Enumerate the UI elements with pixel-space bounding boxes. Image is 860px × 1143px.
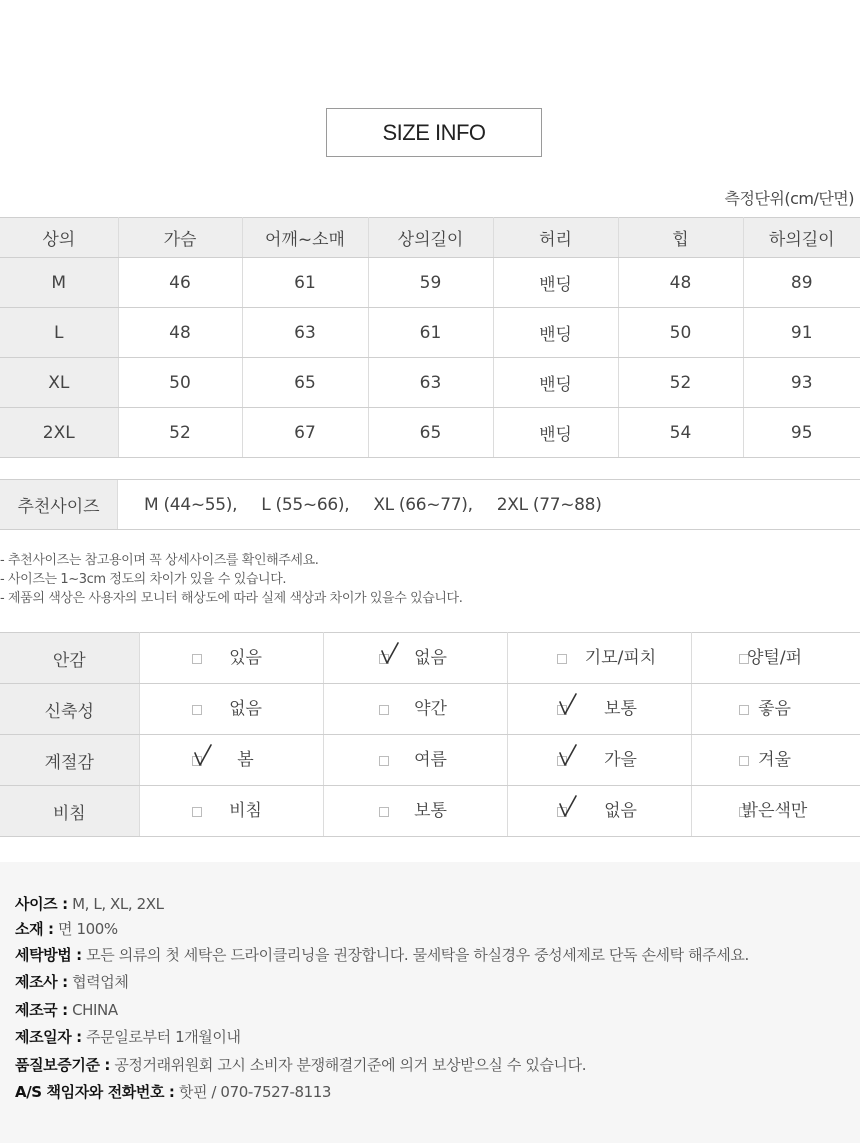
- feature-label: 비침: [0, 786, 139, 837]
- size-value-cell: 63: [368, 358, 493, 408]
- info-as-contact: [15, 1081, 331, 1102]
- size-notes: [0, 551, 462, 608]
- header-cell: 하의길이: [743, 218, 860, 258]
- recommended-size-value: L (55~66),: [261, 494, 350, 515]
- feature-option-label: 없음: [604, 801, 637, 821]
- checkmark-icon: [193, 743, 213, 767]
- recommended-size-value: XL (66~77),: [373, 494, 473, 515]
- recommended-size-row: [0, 479, 860, 530]
- feature-option: [140, 735, 323, 785]
- feature-option: [508, 786, 691, 836]
- size-table-header: [0, 218, 860, 258]
- size-value-cell: 65: [242, 358, 368, 408]
- checkbox: [379, 807, 389, 817]
- checkmark-icon: [558, 743, 578, 767]
- feature-option-label: 봄: [237, 750, 254, 770]
- note-line: - 사이즈는 1~3cm 정도의 차이가 있을 수 있습니다.: [0, 572, 287, 587]
- size-value-cell: 50: [118, 358, 242, 408]
- feature-option: [692, 684, 860, 734]
- feature-option-cell: [139, 786, 323, 837]
- info-label: 품질보증기준 :: [15, 1056, 110, 1074]
- size-row: [0, 358, 860, 408]
- size-value-cell: 59: [368, 258, 493, 308]
- checkbox: [192, 654, 202, 664]
- recommended-size-value: M (44~55),: [144, 494, 238, 515]
- size-value-cell: 67: [242, 408, 368, 458]
- feature-option-label: 약간: [414, 699, 447, 719]
- feature-option-cell: [139, 684, 323, 735]
- info-manufacturer: [15, 971, 128, 992]
- size-value-cell: 50: [618, 308, 743, 358]
- size-value-cell: 46: [118, 258, 242, 308]
- size-table: [0, 217, 860, 458]
- recommended-size-value: 2XL (77~88): [496, 494, 602, 515]
- feature-option-label: 보통: [414, 801, 447, 821]
- info-value: CHINA: [72, 1001, 118, 1019]
- checkmark-icon: [558, 692, 578, 716]
- feature-option: [692, 735, 860, 785]
- info-country: [15, 999, 118, 1020]
- size-value-cell: 52: [118, 408, 242, 458]
- measurement-unit-label: 측정단위(cm/단면): [724, 189, 854, 208]
- info-value: 면 100%: [57, 920, 118, 938]
- feature-option: [324, 786, 507, 836]
- feature-label: 신축성: [0, 684, 139, 735]
- feature-option-label: 보통: [604, 699, 637, 719]
- info-label: 제조사 :: [15, 973, 68, 991]
- size-row: [0, 308, 860, 358]
- feature-option: [692, 786, 860, 836]
- checkbox: [192, 807, 202, 817]
- feature-option-label: 없음: [229, 699, 262, 719]
- header-cell: 가슴: [118, 218, 242, 258]
- info-manufacture-date: [15, 1026, 241, 1047]
- feature-option-cell: [139, 735, 323, 786]
- size-value-cell: 밴딩: [493, 408, 618, 458]
- checkbox: [379, 705, 389, 715]
- header-cell: 허리: [493, 218, 618, 258]
- checkmark-icon: [558, 794, 578, 818]
- size-label-cell: XL: [0, 358, 118, 408]
- size-value-cell: 95: [743, 408, 860, 458]
- info-label: 소재 :: [15, 920, 54, 938]
- feature-option-cell: [323, 786, 507, 837]
- recommended-size-values: [118, 480, 602, 529]
- feature-option: [140, 786, 323, 836]
- size-value-cell: 48: [618, 258, 743, 308]
- size-value-cell: 61: [242, 258, 368, 308]
- checkbox: [739, 756, 749, 766]
- feature-option-label: 양털/퍼: [747, 648, 802, 668]
- size-value-cell: 63: [242, 308, 368, 358]
- checkbox: [379, 756, 389, 766]
- feature-option: [324, 633, 507, 683]
- feature-option-cell: [323, 633, 507, 684]
- feature-option-cell: [139, 633, 323, 684]
- feature-option: [140, 684, 323, 734]
- feature-table: [0, 632, 860, 837]
- info-label: 사이즈 :: [15, 895, 68, 913]
- info-material: [15, 918, 118, 939]
- feature-label: 계절감: [0, 735, 139, 786]
- note-line: - 제품의 색상은 사용자의 모니터 해상도에 따라 실제 색상과 차이가 있을수 있습니다.: [0, 591, 463, 606]
- feature-option: [140, 633, 323, 683]
- feature-option-cell: [691, 786, 860, 837]
- size-info-title: SIZE INFO: [326, 108, 542, 157]
- info-label: 제조일자 :: [15, 1028, 82, 1046]
- info-washing: [15, 944, 749, 965]
- feature-option: [324, 735, 507, 785]
- info-value: 핫핀 / 070-7527-8113: [178, 1083, 332, 1101]
- size-value-cell: 89: [743, 258, 860, 308]
- info-value: 협력업체: [72, 973, 129, 991]
- feature-option-label: 없음: [414, 648, 447, 668]
- size-label-cell: M: [0, 258, 118, 308]
- feature-option-label: 가을: [604, 750, 637, 770]
- feature-option: [692, 633, 860, 683]
- feature-option-label: 있음: [229, 648, 262, 668]
- feature-option-cell: [507, 786, 691, 837]
- checkbox: [557, 654, 567, 664]
- feature-option-label: 기모/피치: [584, 648, 657, 668]
- feature-option: [324, 684, 507, 734]
- feature-label: 안감: [0, 633, 139, 684]
- recommended-size-label: 추천사이즈: [0, 480, 118, 529]
- info-value: 주문일로부터 1개월이내: [86, 1028, 241, 1046]
- info-label: 제조국 :: [15, 1001, 68, 1019]
- feature-option-label: 밝은색만: [741, 801, 808, 821]
- feature-option: [508, 684, 691, 734]
- info-value: 공정거래위원회 고시 소비자 분쟁해결기준에 의거 보상받으실 수 있습니다.: [114, 1056, 587, 1074]
- checkbox: [739, 705, 749, 715]
- header-cell: 힙: [618, 218, 743, 258]
- feature-row: [0, 684, 860, 735]
- size-value-cell: 54: [618, 408, 743, 458]
- info-size: [15, 893, 164, 914]
- feature-option-cell: [507, 633, 691, 684]
- feature-row: [0, 735, 860, 786]
- feature-option-label: 비침: [229, 801, 262, 821]
- size-value-cell: 65: [368, 408, 493, 458]
- checkmark-icon: [380, 641, 400, 665]
- size-value-cell: 밴딩: [493, 258, 618, 308]
- checkbox: [192, 705, 202, 715]
- header-cell: 어깨~소매: [242, 218, 368, 258]
- feature-row: [0, 633, 860, 684]
- feature-option-cell: [691, 735, 860, 786]
- feature-row: [0, 786, 860, 837]
- info-label: 세탁방법 :: [15, 946, 82, 964]
- size-value-cell: 52: [618, 358, 743, 408]
- feature-option-label: 겨울: [758, 750, 791, 770]
- note-line: - 추천사이즈는 참고용이며 꼭 상세사이즈를 확인해주세요.: [0, 553, 319, 568]
- size-label-cell: L: [0, 308, 118, 358]
- size-value-cell: 93: [743, 358, 860, 408]
- product-info-panel: [0, 862, 860, 1143]
- size-row: [0, 258, 860, 308]
- info-value: M, L, XL, 2XL: [72, 895, 164, 913]
- size-value-cell: 61: [368, 308, 493, 358]
- size-value-cell: 밴딩: [493, 308, 618, 358]
- info-label: A/S 책임자와 전화번호 :: [15, 1083, 175, 1101]
- header-cell: 상의: [0, 218, 118, 258]
- feature-option-cell: [323, 684, 507, 735]
- header-cell: 상의길이: [368, 218, 493, 258]
- feature-option-cell: [507, 684, 691, 735]
- size-value-cell: 48: [118, 308, 242, 358]
- feature-option-cell: [691, 684, 860, 735]
- info-value: 모든 의류의 첫 세탁은 드라이클리닝을 권장합니다. 물세탁을 하실경우 중성세제로 단독 손세탁 해주세요.: [86, 946, 749, 964]
- size-value-cell: 91: [743, 308, 860, 358]
- size-label-cell: 2XL: [0, 408, 118, 458]
- feature-option: [508, 735, 691, 785]
- feature-option: [508, 633, 691, 683]
- feature-option-label: 여름: [414, 750, 447, 770]
- size-value-cell: 밴딩: [493, 358, 618, 408]
- feature-option-cell: [691, 633, 860, 684]
- feature-option-cell: [323, 735, 507, 786]
- feature-option-cell: [507, 735, 691, 786]
- feature-option-label: 좋음: [758, 699, 791, 719]
- size-row: [0, 408, 860, 458]
- info-quality-guarantee: [15, 1054, 586, 1075]
